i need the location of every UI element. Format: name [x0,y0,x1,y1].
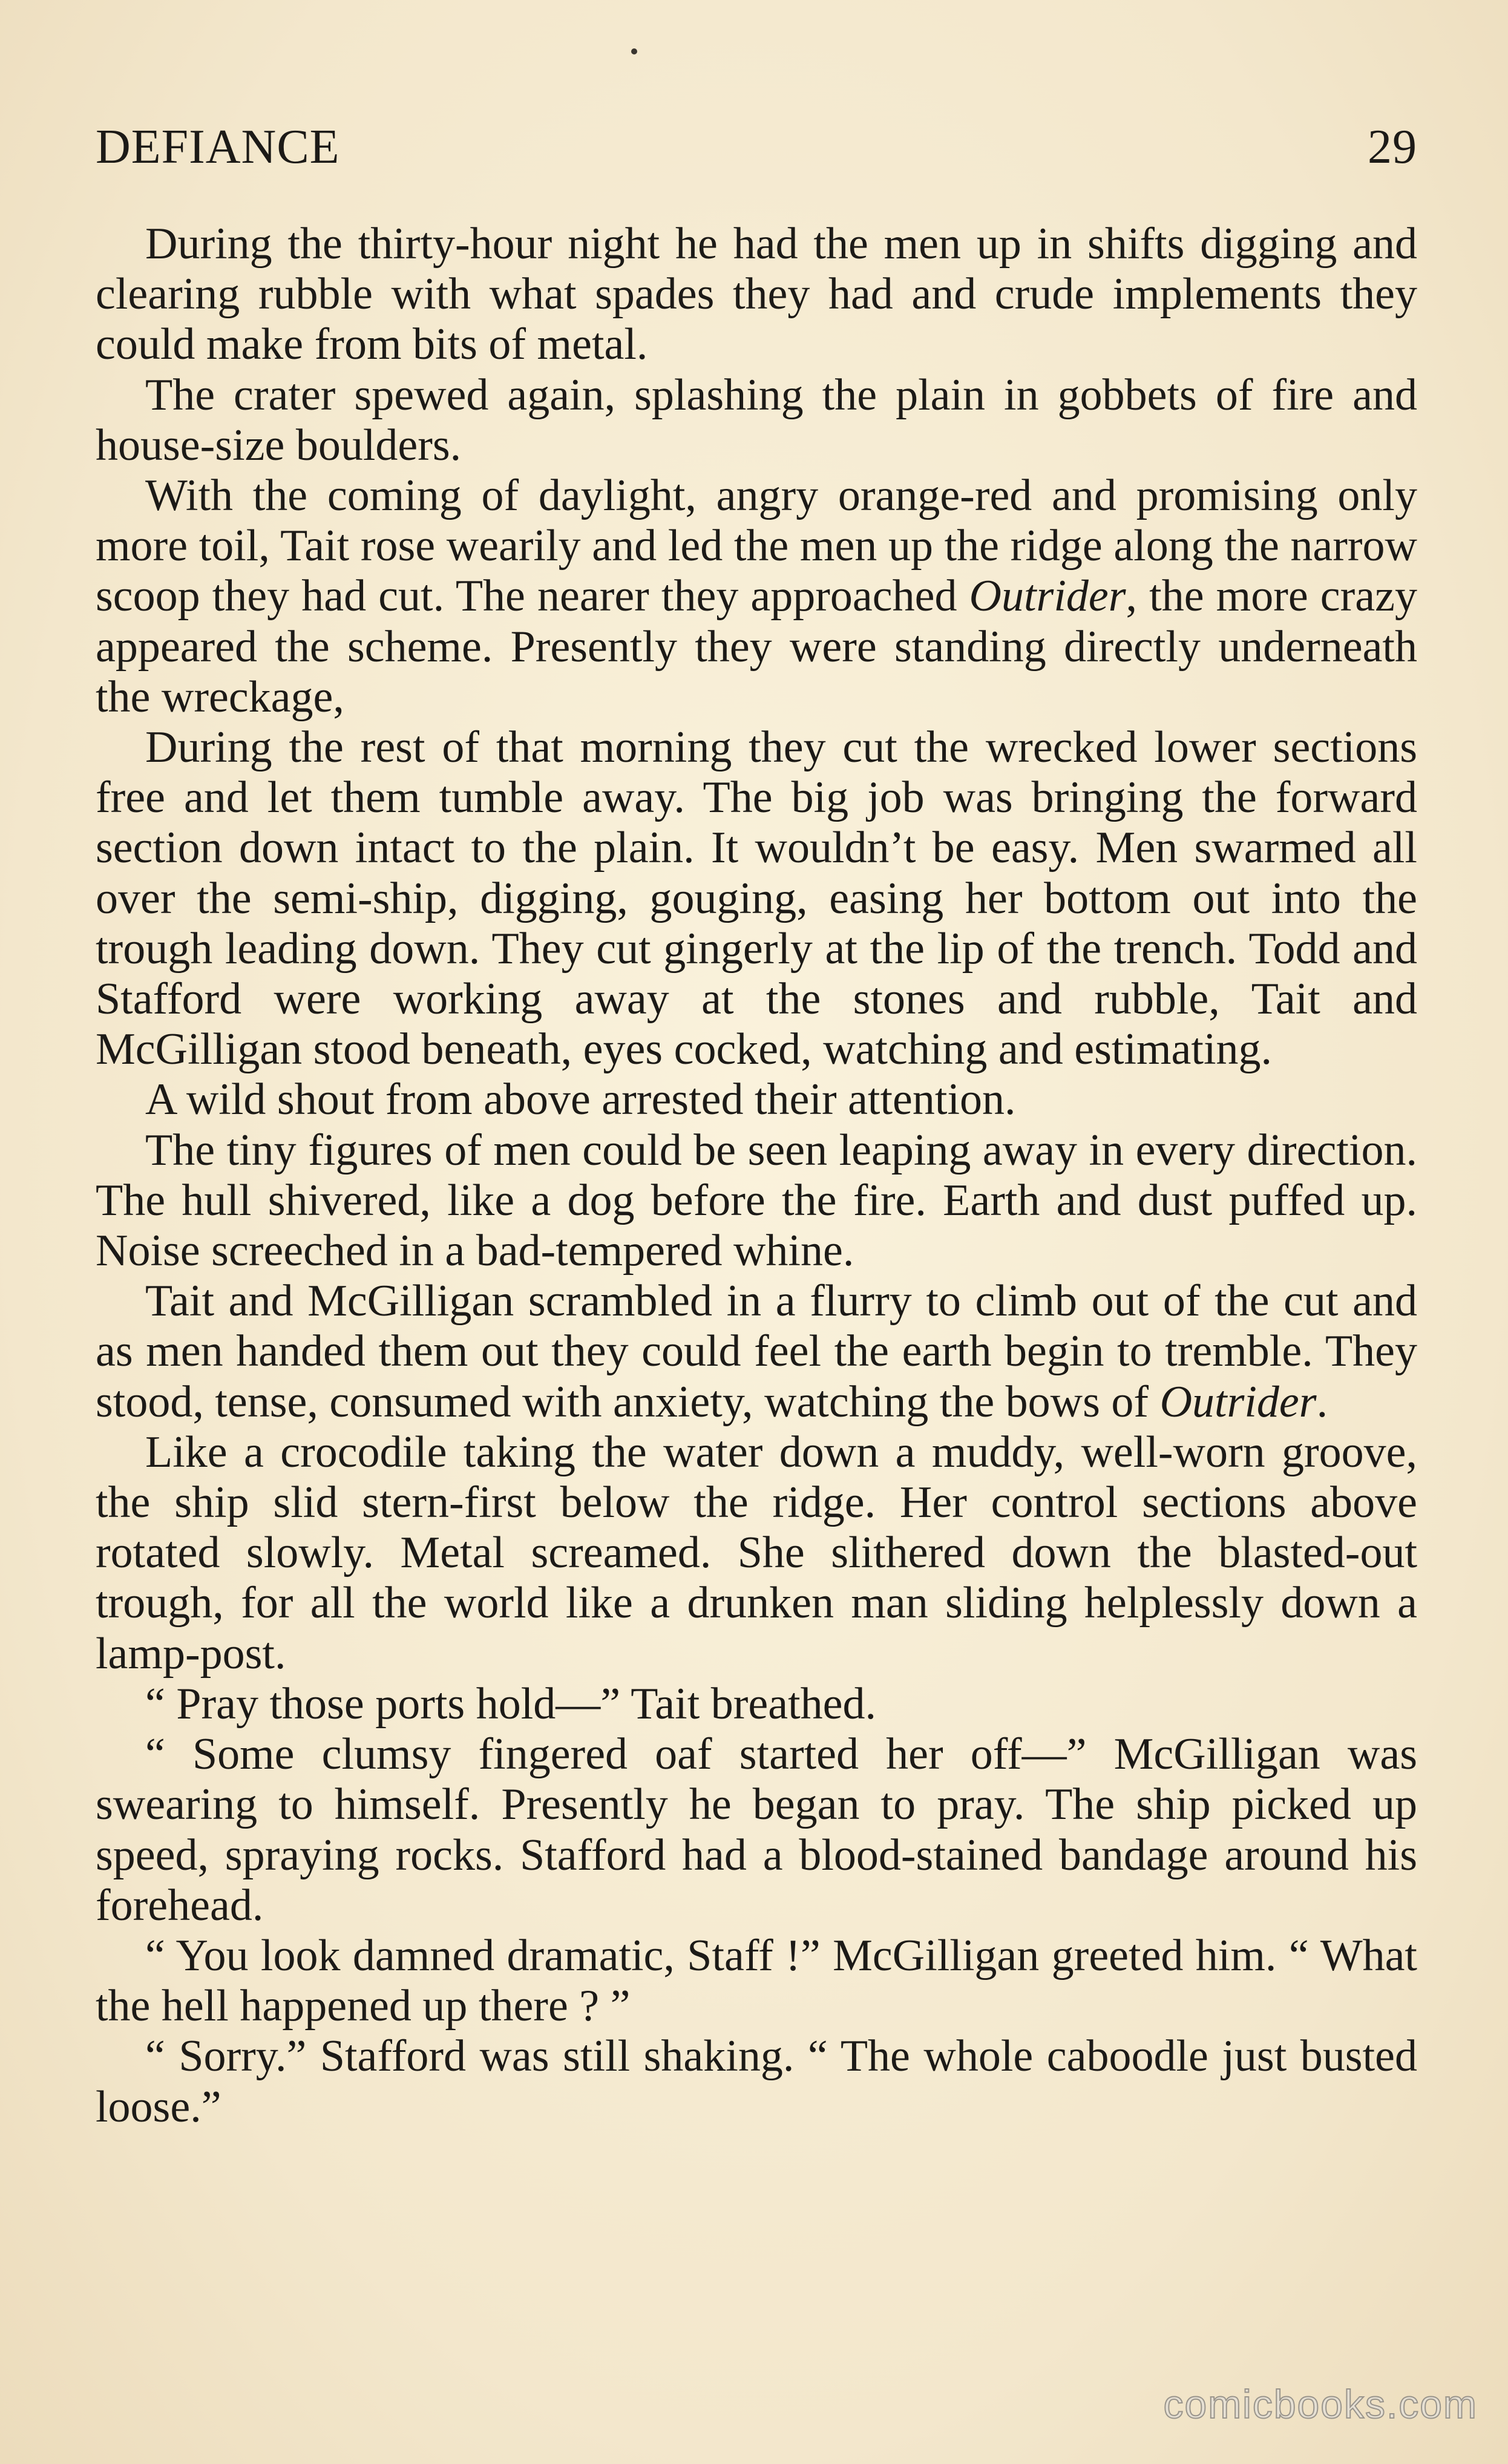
paragraph: During the rest of that morning they cut the wrecked lower sections free and let them tumble away. The big job was bringing the forward section down intact to the plain. It wouldn’t be easy. Men swarmed all over the semi-ship, digging, gouging, easing her bottom out into the trough leading down. They cut gingerly at the lip of the trench. Todd and Stafford were working away at the stones and rubble, Tait and McGilligan stood beneath, eyes cocked, watching and estimating. [96,722,1417,1075]
paragraph: “ You look damned dramatic, Staff !” McGilligan greeted him. “ What the hell happened up there ? ” [96,1930,1417,2031]
paragraph: The tiny figures of men could be seen leaping away in every direction. The hull shivered, like a dog before the fire. Earth and dust puffed up. Noise screeched in a bad-tempered whine. [96,1125,1417,1276]
paragraph: With the coming of daylight, angry orange-red and promising only more toil, Tait rose wearily and led the men up the ridge along the narrow scoop they had cut. The nearer they approached Outrider, the more crazy appeared the scheme. Presently they were standing directly underneath the wreckage, [96,471,1417,722]
page-number: 29 [1368,120,1417,174]
watermark: comicbooks.com [1163,2382,1478,2426]
ship-name: Outrider [969,571,1126,621]
ship-name: Outrider [1159,1377,1317,1427]
running-title: DEFIANCE [96,120,340,174]
paragraph: A wild shout from above arrested their attention. [145,1075,1016,1125]
paragraph: “ Sorry.” Stafford was still shaking. “ The whole caboodle just busted loose.” [96,2031,1417,2132]
page-body [96,219,1417,2132]
paragraph: Tait and McGilligan scrambled in a flurry to climb out of the cut and as men handed them out they could feel the earth begin to tremble. They stood, tense, consumed with anxiety, watching the bows of Outrider. [96,1276,1417,1427]
paragraph: “ Pray those ports hold—” Tait breathed. [145,1679,876,1729]
ink-speck [631,48,637,54]
paragraph: “ Some clumsy fingered oaf started her off—” McGilligan was swearing to himself. Presently he began to pray. The ship picked up speed, spraying rocks. Stafford had a blood-stained bandage around his forehead. [96,1729,1417,1930]
paragraph: The crater spewed again, splashing the plain in gobbets of fire and house-size boulders. [96,370,1417,470]
running-header [96,120,1417,180]
paragraph: During the thirty-hour night he had the men up in shifts digging and clearing rubble with what spades they had and crude implements they could make from bits of metal. [96,219,1417,370]
paragraph: Like a crocodile taking the water down a muddy, well-worn groove, the ship slid stern-first below the ridge. Her control sections above rotated slowly. Metal screamed. She slithered down the blasted-out trough, for all the world like a drunken man sliding helplessly down a lamp-post. [96,1427,1417,1679]
